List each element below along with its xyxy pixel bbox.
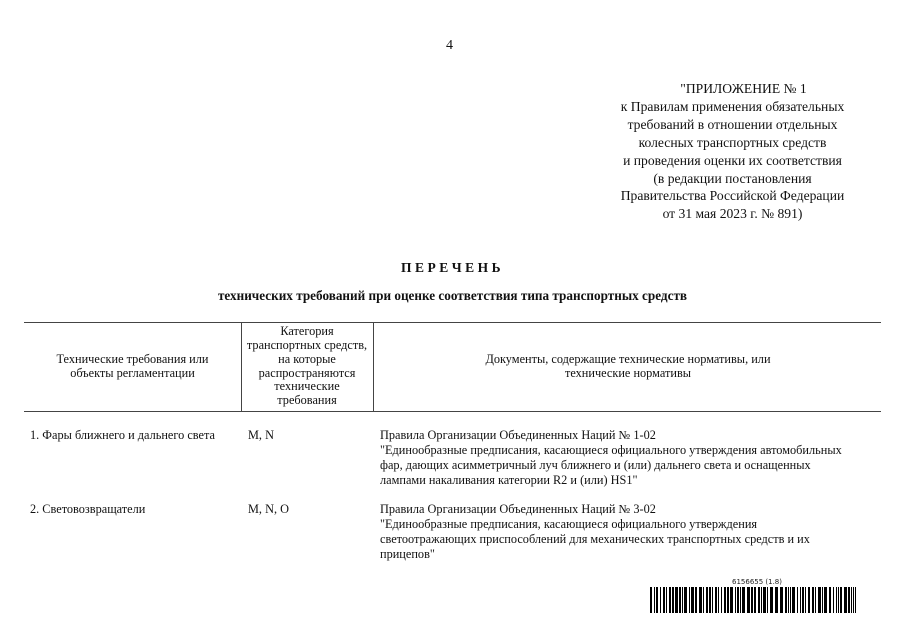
document-line: лампами накаливания категории R2 и (или) HS1" xyxy=(380,473,638,488)
barcode-bar xyxy=(788,587,789,613)
barcode-bar xyxy=(727,587,729,613)
barcode-bar xyxy=(785,587,787,613)
barcode-bar xyxy=(669,587,671,613)
barcode-bar xyxy=(815,587,816,613)
barcode-bar xyxy=(797,587,798,613)
appendix-line: к Правилам применения обязательных xyxy=(620,98,845,114)
appendix-line: колесных транспортных средств xyxy=(638,134,827,150)
barcode-bar xyxy=(767,587,768,613)
barcode-bar xyxy=(742,587,745,613)
barcode-bar xyxy=(718,587,719,613)
barcode-bar xyxy=(808,587,810,613)
barcode-bar xyxy=(818,587,821,613)
barcode-bar xyxy=(775,587,778,613)
barcode-bar xyxy=(740,587,741,613)
barcode-bar xyxy=(679,587,681,613)
barcode-bar xyxy=(747,587,750,613)
barcode-bar xyxy=(682,587,683,613)
barcode-bar xyxy=(735,587,736,613)
barcode-bar xyxy=(833,587,834,613)
barcode-bar xyxy=(730,587,733,613)
barcode-bar xyxy=(780,587,783,613)
header-category-text: Категория транспортных средств, на которые распространяются технические требования xyxy=(246,324,368,407)
document-line: "Единообразные предписания, касающиеся официального утверждения xyxy=(380,517,758,532)
barcode-bar xyxy=(848,587,850,613)
row-category: M, N xyxy=(248,428,274,442)
barcode-bar xyxy=(770,587,773,613)
barcode-bar xyxy=(792,587,795,613)
barcode-bar xyxy=(844,587,847,613)
document-line: "Единообразные предписания, касающиеся официального утверждения автомобильных xyxy=(380,443,842,458)
header-documents-text: Документы, содержащие технические нормативы, или технические нормативы xyxy=(485,351,771,380)
row-requirement: 1. Фары ближнего и дальнего света xyxy=(30,428,215,442)
column-divider xyxy=(241,322,242,411)
barcode-bar xyxy=(751,587,753,613)
document-line: Правила Организации Объединенных Наций № 3-02 xyxy=(380,502,656,516)
barcode-bar xyxy=(805,587,806,613)
barcode-bar xyxy=(851,587,852,613)
header-documents xyxy=(375,322,881,411)
barcode-bar xyxy=(703,587,704,613)
barcode-bar xyxy=(660,587,661,613)
barcode-bar xyxy=(822,587,823,613)
document-title: ПЕРЕЧЕНЬ xyxy=(400,260,505,275)
barcode-bar xyxy=(699,587,702,613)
barcode-bar xyxy=(691,587,694,613)
barcode-bar xyxy=(790,587,791,613)
appendix-line: (в редакции постановления xyxy=(653,170,812,186)
barcode-bar xyxy=(800,587,801,613)
barcode-bar xyxy=(853,587,854,613)
row-documents xyxy=(380,502,890,562)
barcode-bar xyxy=(656,587,658,613)
barcode-bar xyxy=(824,587,827,613)
barcode-bar xyxy=(761,587,762,613)
table-row xyxy=(0,428,905,492)
document-line: фар, дающих асимметричный луч ближнего и (или) дальнего света и оснащенных xyxy=(380,458,811,473)
document-line: Правила Организации Объединенных Наций № 1-02 xyxy=(380,428,656,442)
table-row xyxy=(0,502,905,566)
barcode-bar xyxy=(689,587,690,613)
appendix-line: и проведения оценки их соответствия xyxy=(623,152,842,168)
table-header-rule xyxy=(24,411,881,412)
barcode-bar xyxy=(724,587,726,613)
barcode-bar xyxy=(712,587,713,613)
barcode-bar xyxy=(706,587,708,613)
appendix-block xyxy=(560,80,905,223)
barcode-bar xyxy=(829,587,831,613)
appendix-line: "ПРИЛОЖЕНИЕ № 1 xyxy=(680,81,807,96)
row-requirement: 2. Световозвращатели xyxy=(30,502,146,516)
barcode-bar xyxy=(663,587,665,613)
appendix-line: Правительства Российской Федерации xyxy=(620,188,845,204)
barcode-bar xyxy=(666,587,667,613)
barcode-bar xyxy=(812,587,814,613)
barcode-bar xyxy=(721,587,722,613)
header-requirements xyxy=(30,322,235,411)
column-divider xyxy=(373,322,374,411)
barcode-bar xyxy=(709,587,711,613)
barcode-bar xyxy=(672,587,674,613)
document-line: прицепов" xyxy=(380,547,435,562)
barcode-bar xyxy=(715,587,717,613)
barcode-bar xyxy=(763,587,766,613)
barcode-bar xyxy=(802,587,804,613)
barcode-bar xyxy=(675,587,678,613)
barcode-bar xyxy=(758,587,760,613)
row-documents xyxy=(380,428,890,488)
document-line: светоотражающих приспособлений для механических транспортных средств и их xyxy=(380,532,810,547)
barcode-number: 6156655 (1.8) xyxy=(732,578,782,586)
barcode-bar xyxy=(836,587,837,613)
barcode-image xyxy=(650,587,860,613)
row-category: M, N, O xyxy=(248,502,289,516)
barcode-bar xyxy=(754,587,756,613)
appendix-line: требований в отношении отдельных xyxy=(627,116,838,132)
barcode-bar xyxy=(650,587,652,613)
document-subtitle: технических требований при оценке соответствия типа транспортных средств xyxy=(217,288,688,303)
barcode-bar xyxy=(684,587,687,613)
barcode-bar xyxy=(695,587,697,613)
header-requirements-text: Технические требования или объекты регламентации xyxy=(56,351,209,380)
header-category xyxy=(243,322,371,411)
barcode-bar xyxy=(855,587,856,613)
barcode-bar xyxy=(840,587,842,613)
barcode-bar xyxy=(838,587,839,613)
page-number: 4 xyxy=(446,38,453,53)
barcode-bar xyxy=(737,587,739,613)
barcode-bar xyxy=(654,587,655,613)
appendix-line: от 31 мая 2023 г. № 891) xyxy=(662,206,803,222)
